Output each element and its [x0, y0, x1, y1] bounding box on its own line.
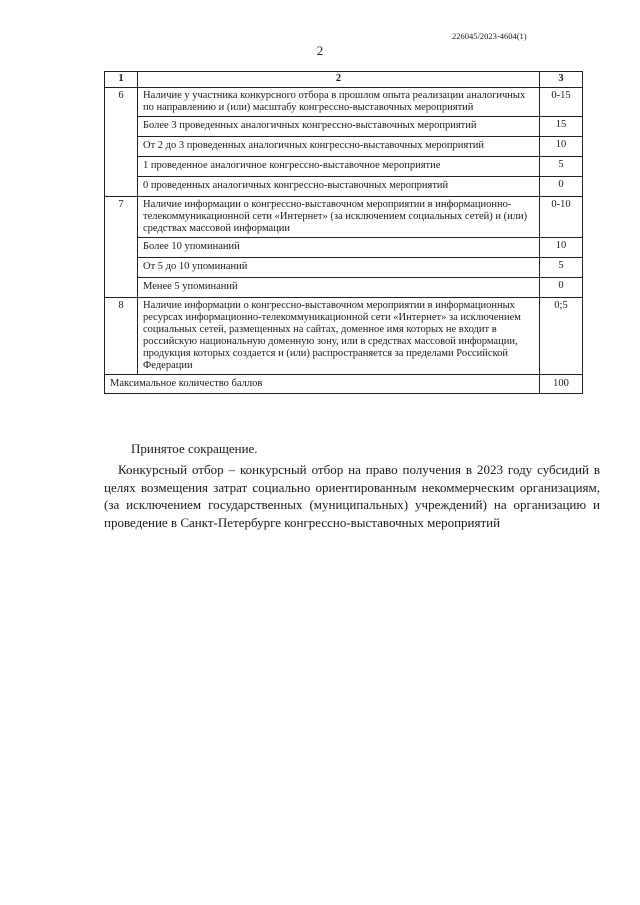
option-label: Более 10 упоминаний: [138, 238, 540, 258]
criterion-number: 7: [105, 197, 138, 298]
criteria-table: [104, 71, 583, 394]
total-value: 100: [540, 375, 583, 394]
col-header-3: 3: [540, 72, 583, 88]
option-label: Менее 5 упоминаний: [138, 278, 540, 298]
total-label: Максимальное количество баллов: [105, 375, 540, 394]
option-score: 0: [540, 177, 583, 197]
total-row: [105, 375, 583, 394]
criterion-score-range: 0;5: [540, 298, 583, 375]
option-row: [105, 117, 583, 137]
option-score: 0: [540, 278, 583, 298]
option-label: 0 проведенных аналогичных конгрессно-выставочных мероприятий: [138, 177, 540, 197]
criterion-number: 8: [105, 298, 138, 375]
option-label: От 2 до 3 проведенных аналогичных конгрессно-выставочных мероприятий: [138, 137, 540, 157]
criterion-row-7: [105, 197, 583, 238]
option-score: 5: [540, 258, 583, 278]
criterion-number: 6: [105, 88, 138, 197]
page-number: 2: [316, 43, 324, 58]
option-score: 15: [540, 117, 583, 137]
option-label: Более 3 проведенных аналогичных конгрессно-выставочных мероприятий: [138, 117, 540, 137]
option-score: 5: [540, 157, 583, 177]
criterion-text: Наличие информации о конгрессно-выставочном мероприятии в информационных ресурсах информационно-телекоммуникационной сети «Интернет» за исключением социальных сетей, размещенных на сайтах, доменное имя которых не входит в российскую национальную доменную зону, или в средствах массовой информации, продукция которых создается и (или) распространяется за пределами Российской Федерации: [138, 298, 540, 375]
option-label: От 5 до 10 упоминаний: [138, 258, 540, 278]
option-label: 1 проведенное аналогичное конгрессно-выставочное мероприятие: [138, 157, 540, 177]
option-row: [105, 157, 583, 177]
col-header-2: 2: [138, 72, 540, 88]
abbreviation-text: Конкурсный отбор – конкурсный отбор на право получения в 2023 году субсидий в целях возмещения затрат социально ориентированным некоммерческим организациям, (за исключением государственных (муниципальных) учреждений) на организацию и проведение в Санкт-Петербурге конгрессно-выставочных мероприятий: [104, 462, 600, 530]
criterion-score-range: 0-10: [540, 197, 583, 238]
abbreviation-title: Принятое сокращение.: [131, 441, 258, 456]
option-row: [105, 177, 583, 197]
option-score: 10: [540, 238, 583, 258]
criterion-text: Наличие информации о конгрессно-выставочном мероприятии в информационно-телекоммуникационной сети «Интернет» (за исключением социальных сетей) и (или) средствах массовой информации: [138, 197, 540, 238]
option-row: [105, 258, 583, 278]
col-header-1: 1: [105, 72, 138, 88]
criterion-row-6: [105, 88, 583, 117]
option-row: [105, 137, 583, 157]
option-row: [105, 278, 583, 298]
criterion-text: Наличие у участника конкурсного отбора в прошлом опыта реализации аналогичных по направлению и (или) масштабу конгрессно-выставочных мероприятий: [138, 88, 540, 117]
criterion-row-8: [105, 298, 583, 375]
document-number: 226045/2023-4604(1): [452, 31, 527, 41]
option-score: 10: [540, 137, 583, 157]
table-header-row: [105, 72, 583, 88]
criterion-score-range: 0-15: [540, 88, 583, 117]
option-row: [105, 238, 583, 258]
